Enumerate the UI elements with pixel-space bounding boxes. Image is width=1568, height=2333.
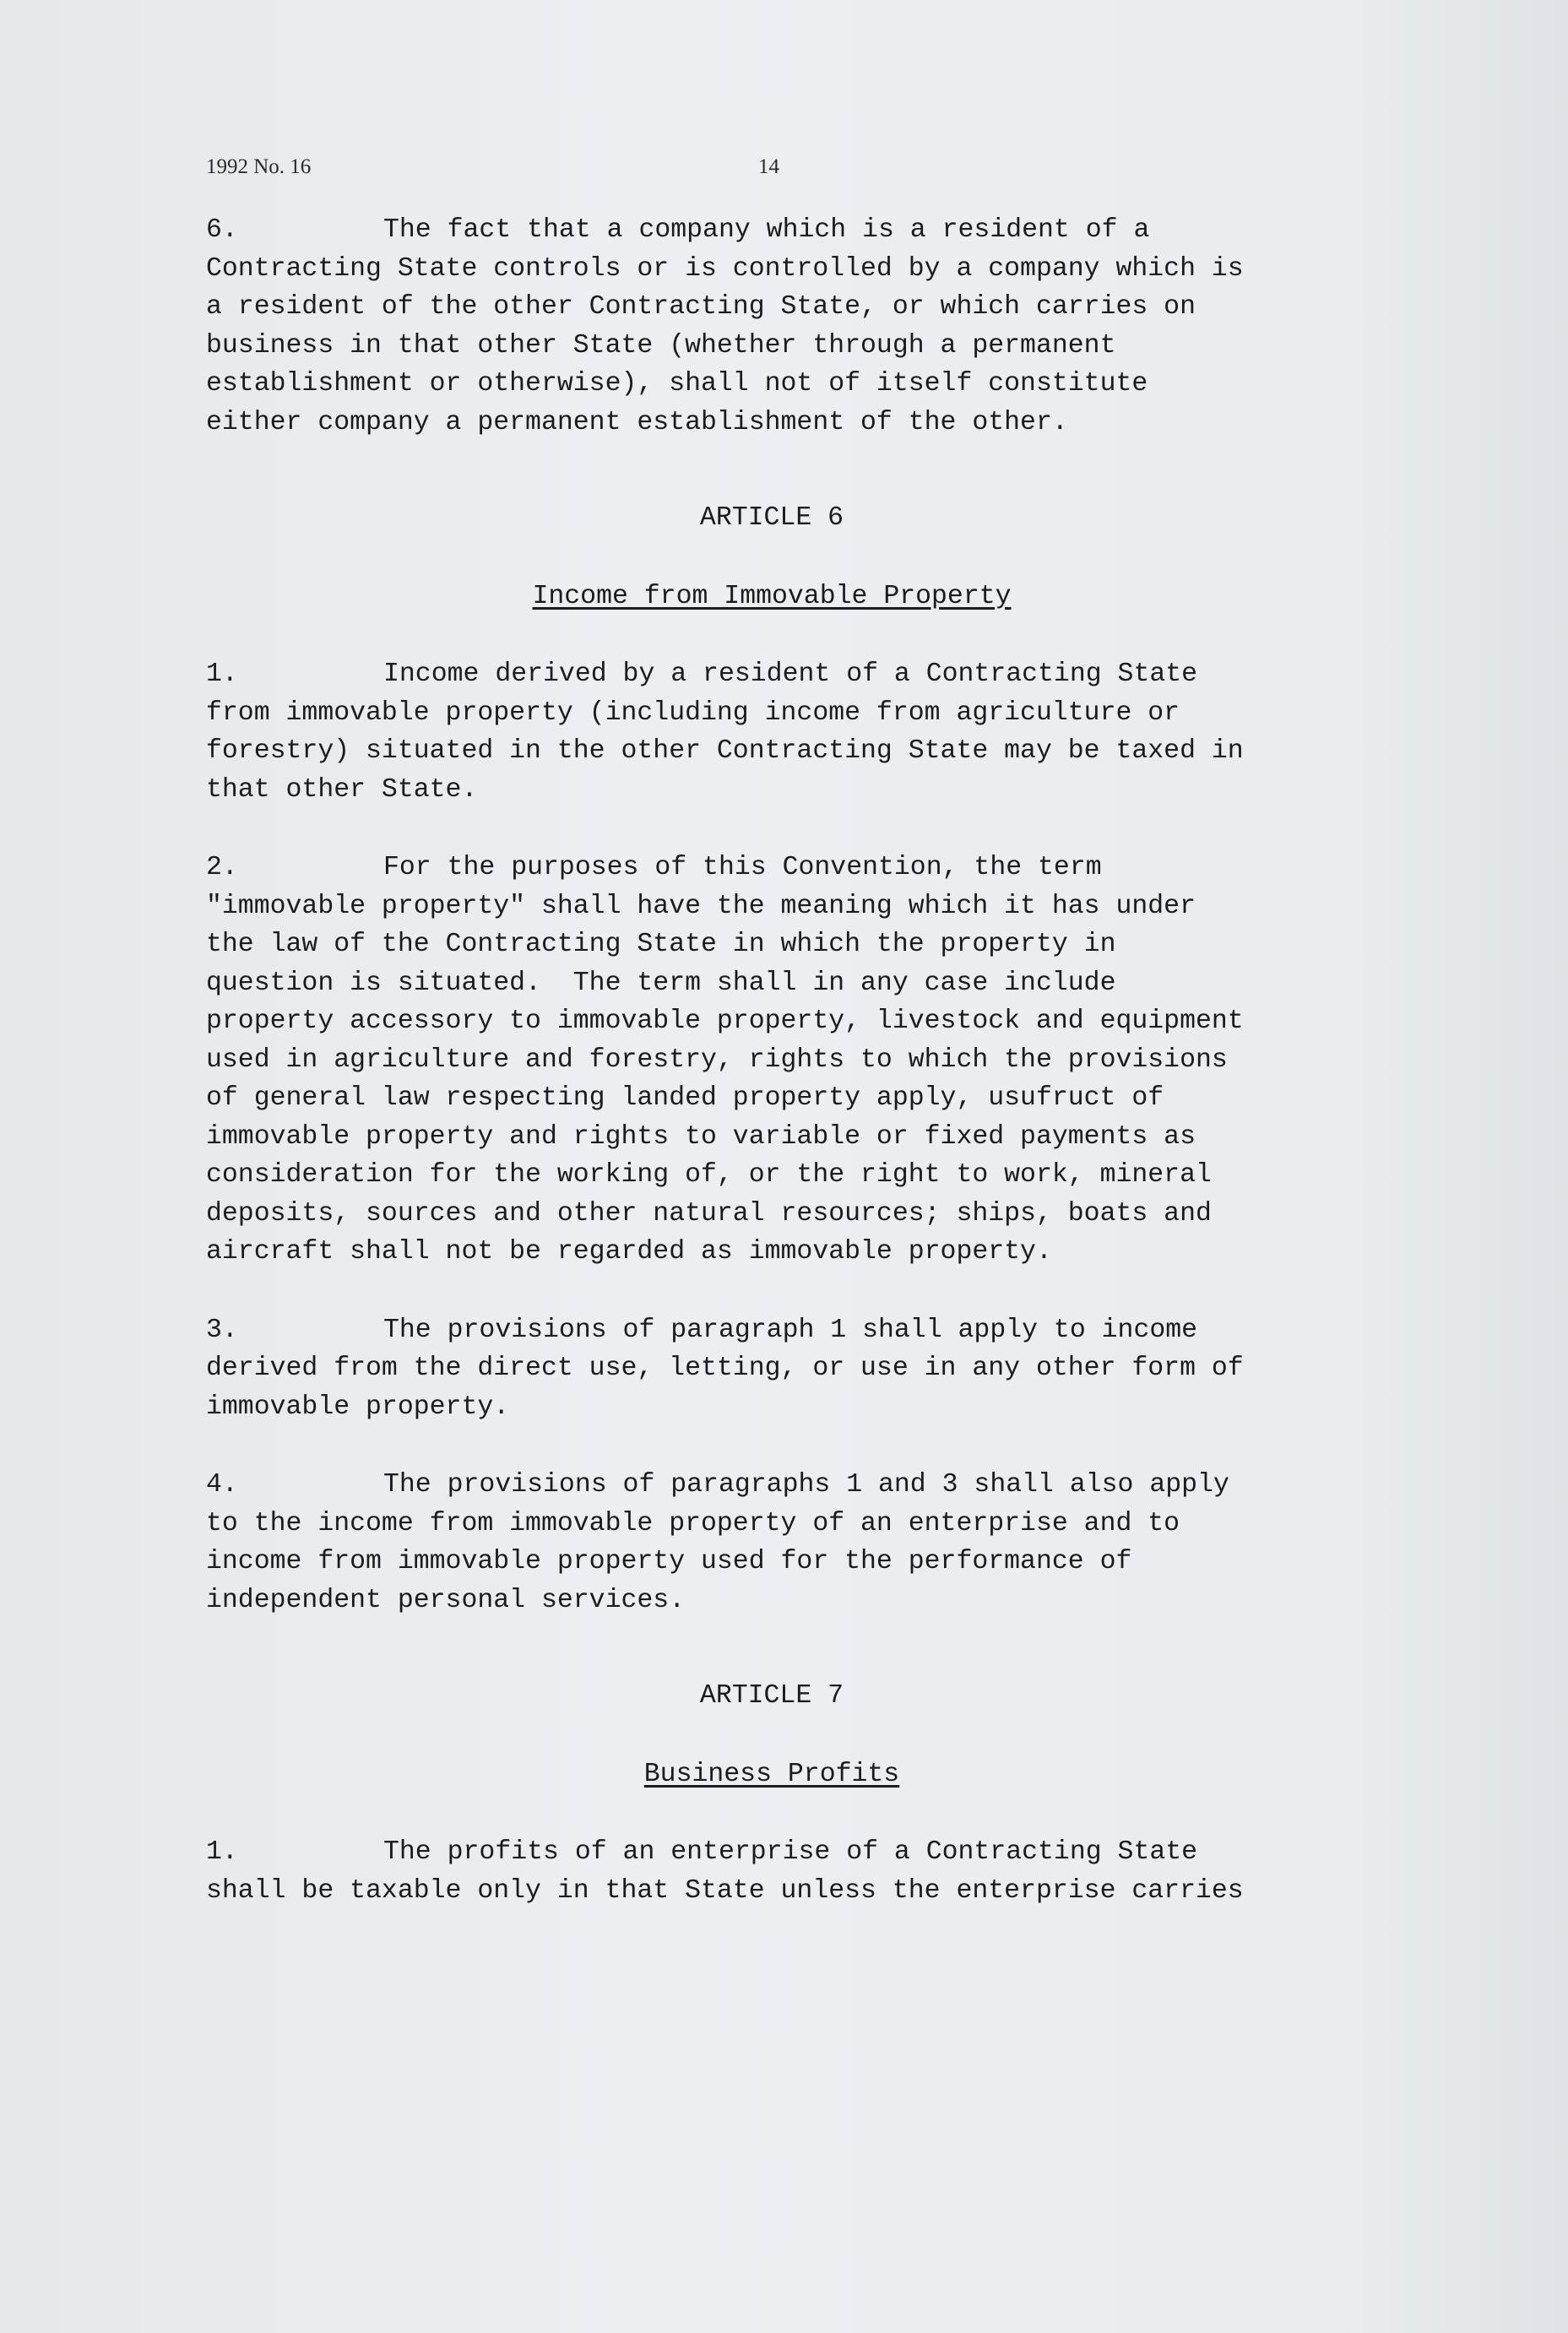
text-line: consideration for the working of, or the right to work, mineral [206,1160,1212,1190]
text-line: a resident of the other Contracting State, or which carries on [206,292,1196,322]
document-body [206,211,1388,1910]
text-line: that other State. [206,774,478,805]
article-6-heading: ARTICLE 6 [699,503,844,533]
text-line: aircraft shall not be regarded as immovable property. [206,1237,1052,1267]
text-line: immovable property and rights to variable or fixed payments as [206,1121,1196,1152]
paragraph-6 [206,211,1388,442]
text-line: The profits of an enterprise of a Contracting State [383,1837,1198,1867]
text-line: income from immovable property used for the performance of [206,1547,1132,1576]
text-line: of general law respecting landed property apply, usufruct of [206,1083,1164,1113]
text-line: The fact that a company which is a resident of a [383,215,1150,245]
text-line: For the purposes of this Convention, the term [383,853,1102,882]
text-line: The provisions of paragraph 1 shall apply to income [383,1315,1198,1345]
paragraph-number: 4. [206,1470,238,1500]
text-line: "immovable property" shall have the meaning which it has under [206,891,1196,921]
article-6-paragraph-4 [206,1466,1388,1620]
text-line: deposits, sources and other natural resources; ships, boats and [206,1198,1212,1229]
text-line: Income derived by a resident of a Contracting State [383,659,1198,689]
text-line: used in agriculture and forestry, rights to which the provisions [206,1044,1228,1075]
text-line: derived from the direct use, letting, or use in any other form of [206,1354,1244,1383]
paragraph-number: 3. [206,1315,238,1345]
text-line: independent personal services. [206,1585,686,1615]
text-line: question is situated. The term shall in any case include [206,968,1116,998]
article-6-paragraph-2 [206,849,1388,1272]
paragraph-number: 1. [206,1837,238,1867]
text-line: business in that other State (whether through a permanent [206,330,1116,361]
text-line: forestry) situated in the other Contracting State may be taxed in [206,736,1244,766]
text-line: the law of the Contracting State in which the property in [206,930,1116,959]
paragraph-number: 6. [206,215,238,245]
article-7-heading: ARTICLE 7 [699,1681,844,1711]
citation-label: 1992 No. 16 [206,155,312,178]
text-line: property accessory to immovable property, livestock and equipment [206,1006,1244,1036]
paragraph-number: 2. [206,853,238,882]
article-7-title: Business Profits [643,1759,900,1789]
text-line: shall be taxable only in that State unless the enterprise carries [206,1875,1244,1906]
page-header [206,155,1388,189]
page-number: 14 [758,155,779,178]
text-line: from immovable property (including income from agriculture or [206,697,1180,728]
article-6-title: Income from Immovable Property [532,581,1012,611]
article-7-paragraph-1 [206,1833,1388,1910]
paragraph-number: 1. [206,659,238,689]
article-6-paragraph-3 [206,1311,1388,1427]
article-6-paragraph-1 [206,655,1388,809]
text-line: either company a permanent establishment of the other. [206,407,1068,437]
text-line: immovable property. [206,1392,510,1422]
text-line: establishment or otherwise), shall not of itself constitute [206,369,1148,399]
text-line: Contracting State controls or is controlled by a company which is [206,253,1244,284]
text-line: The provisions of paragraphs 1 and 3 shall also apply [383,1470,1229,1500]
text-line: to the income from immovable property of an enterprise and to [206,1508,1180,1538]
